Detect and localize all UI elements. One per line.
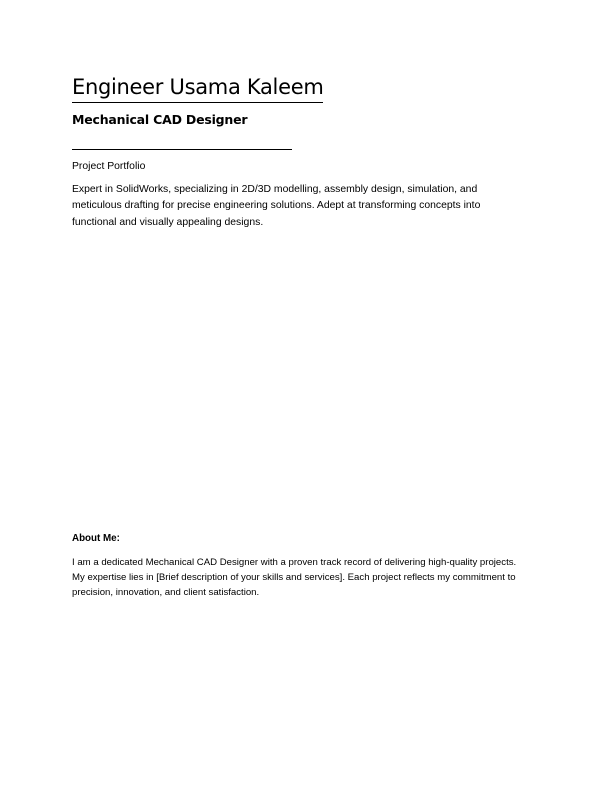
document-subtitle: Mechanical CAD Designer (72, 112, 248, 127)
intro-paragraph (72, 182, 542, 231)
about-line: precision, innovation, and client satisfaction. (72, 587, 260, 598)
about-line: I am a dedicated Mechanical CAD Designer with a proven track record of delivering high-quality projects. (72, 557, 517, 568)
horizontal-divider (72, 149, 292, 150)
intro-line: Expert in SolidWorks, specializing in 2D/3D modelling, assembly design, simulation, and (72, 184, 478, 195)
portfolio-label: Project Portfolio (72, 161, 146, 172)
document-title: Engineer Usama Kaleem (72, 72, 323, 103)
intro-line: functional and visually appealing designs. (72, 216, 264, 228)
about-line: My expertise lies in [Brief description of your skills and services]. Each project reflects my commitment to (72, 572, 516, 583)
about-heading: About Me: (72, 533, 120, 544)
intro-line: meticulous drafting for precise engineering solutions. Adept at transforming concepts into (72, 200, 481, 212)
about-paragraph (72, 555, 546, 600)
